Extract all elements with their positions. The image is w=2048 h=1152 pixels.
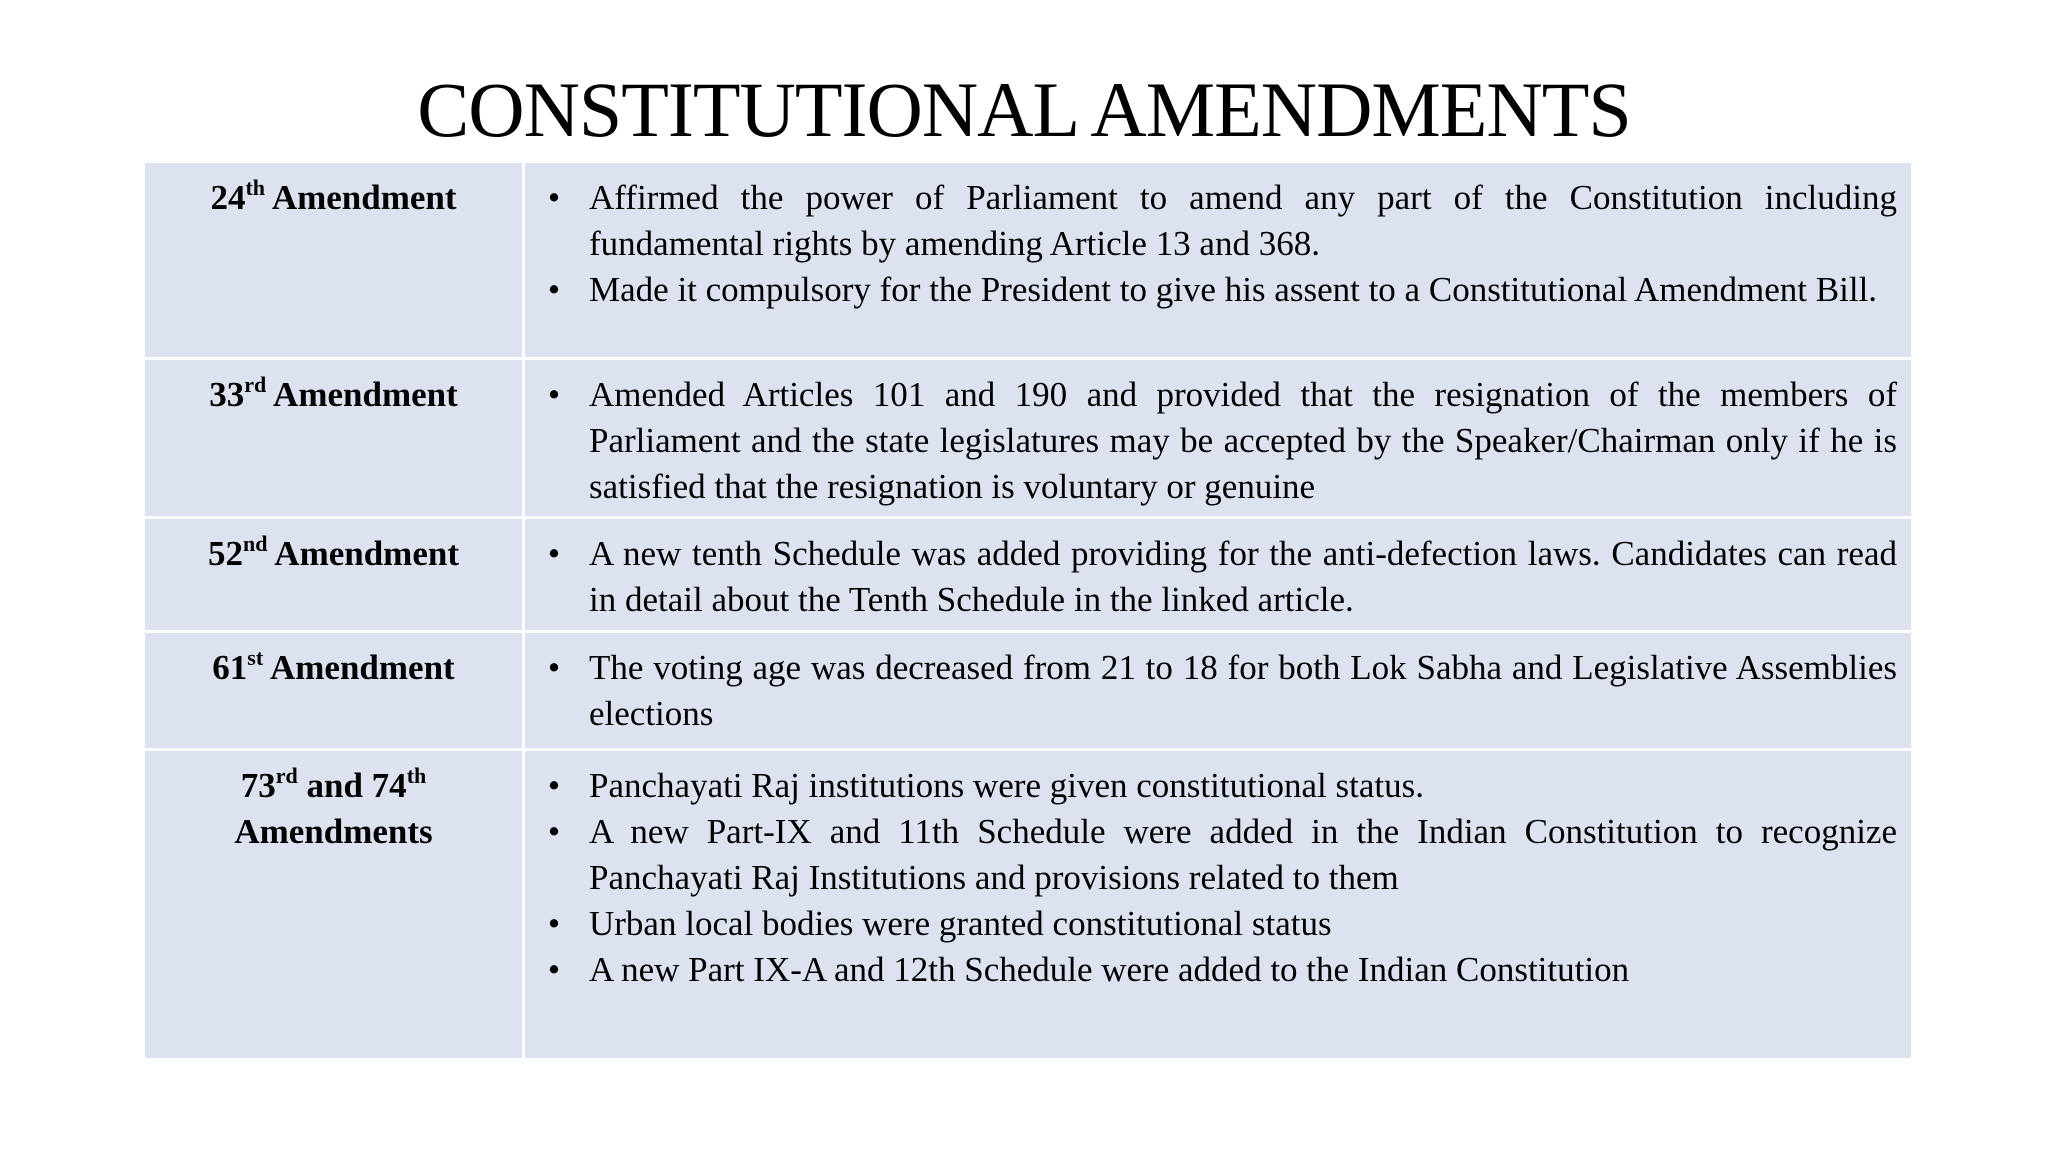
list-item	[525, 763, 1897, 809]
amendment-word: Amendment	[265, 178, 457, 217]
amendment-word: Amendment	[267, 534, 459, 573]
bullet-text: Affirmed the power of Parliament to amend any part of the Constitution including fundamental rights by amending Article 13 and 368.	[589, 178, 1897, 263]
list-item	[525, 175, 1897, 267]
bullet-text: A new Part IX-A and 12th Schedule were added to the Indian Constitution	[589, 950, 1630, 989]
amendment-description-cell	[524, 359, 1913, 518]
bullet-icon: •	[547, 766, 561, 805]
bullet-icon: •	[547, 904, 561, 943]
bullet-list	[525, 531, 1897, 623]
amendment-description-cell	[524, 632, 1913, 750]
bullet-text: A new Part-IX and 11th Schedule were added in the Indian Constitution to recognize Panchayati Raj Institutions and provisions related to them	[589, 812, 1897, 897]
bullet-text: Amended Articles 101 and 190 and provided that the resignation of the members of Parliament and the state legislatures may be accepted by the Speaker/Chairman only if he is satisfied that the resignation is voluntary or genuine	[589, 375, 1897, 506]
list-item	[525, 531, 1897, 623]
bullet-icon: •	[547, 648, 561, 687]
bullet-list	[525, 372, 1897, 510]
bullet-icon: •	[547, 270, 561, 309]
ordinal-suffix: rd	[275, 763, 298, 788]
bullet-icon: •	[547, 812, 561, 851]
bullet-text: Made it compulsory for the President to give his assent to a Constitutional Amendment Bill.	[589, 270, 1878, 309]
table-row	[144, 632, 1913, 750]
bullet-text: The voting age was decreased from 21 to 18 for both Lok Sabha and Legislative Assemblies elections	[589, 648, 1897, 733]
amendment-name-cell	[144, 162, 524, 359]
amendment-number-2: and 74	[297, 766, 407, 805]
ordinal-suffix-2: th	[406, 763, 427, 788]
amendment-name-line-1	[145, 763, 522, 809]
list-item	[525, 809, 1897, 901]
bullet-list	[525, 645, 1897, 737]
amendment-name-cell	[144, 359, 524, 518]
amendment-name-cell	[144, 632, 524, 750]
bullet-icon: •	[547, 534, 561, 573]
bullet-icon: •	[547, 178, 561, 217]
ordinal-suffix: rd	[244, 372, 267, 397]
amendment-description-cell	[524, 750, 1913, 1060]
bullet-text: Panchayati Raj institutions were given constitutional status.	[589, 766, 1425, 805]
bullet-icon: •	[547, 375, 561, 414]
amendment-number: 73	[240, 766, 276, 805]
slide-title: CONSTITUTIONAL AMENDMENTS	[417, 66, 1631, 153]
bullet-list	[525, 175, 1897, 313]
amendment-word: Amendment	[266, 375, 458, 414]
amendments-table	[142, 160, 1914, 1061]
amendment-description-cell	[524, 518, 1913, 632]
ordinal-suffix: nd	[242, 531, 268, 556]
amendment-word: Amendments	[234, 812, 433, 851]
list-item	[525, 901, 1897, 947]
bullet-list	[525, 763, 1897, 993]
table-row	[144, 750, 1913, 1060]
list-item	[525, 947, 1897, 993]
amendment-description-cell	[524, 162, 1913, 359]
ordinal-suffix: th	[245, 175, 266, 200]
table-row	[144, 518, 1913, 632]
bullet-text: Urban local bodies were granted constitutional status	[589, 904, 1332, 943]
bullet-icon: •	[547, 950, 561, 989]
amendment-number: 24	[210, 178, 246, 217]
amendment-name-cell	[144, 750, 524, 1060]
amendment-number: 33	[209, 375, 245, 414]
ordinal-suffix: st	[247, 645, 264, 670]
amendment-word: Amendment	[263, 648, 455, 687]
list-item	[525, 267, 1897, 313]
amendment-number: 61	[212, 648, 248, 687]
list-item	[525, 372, 1897, 510]
list-item	[525, 645, 1897, 737]
amendment-number: 52	[207, 534, 243, 573]
table-row	[144, 162, 1913, 359]
amendment-name-cell	[144, 518, 524, 632]
table-row	[144, 359, 1913, 518]
bullet-text: A new tenth Schedule was added providing for the anti-defection laws. Candidates can read in detail about the Tenth Schedule in the linked article.	[589, 534, 1897, 619]
